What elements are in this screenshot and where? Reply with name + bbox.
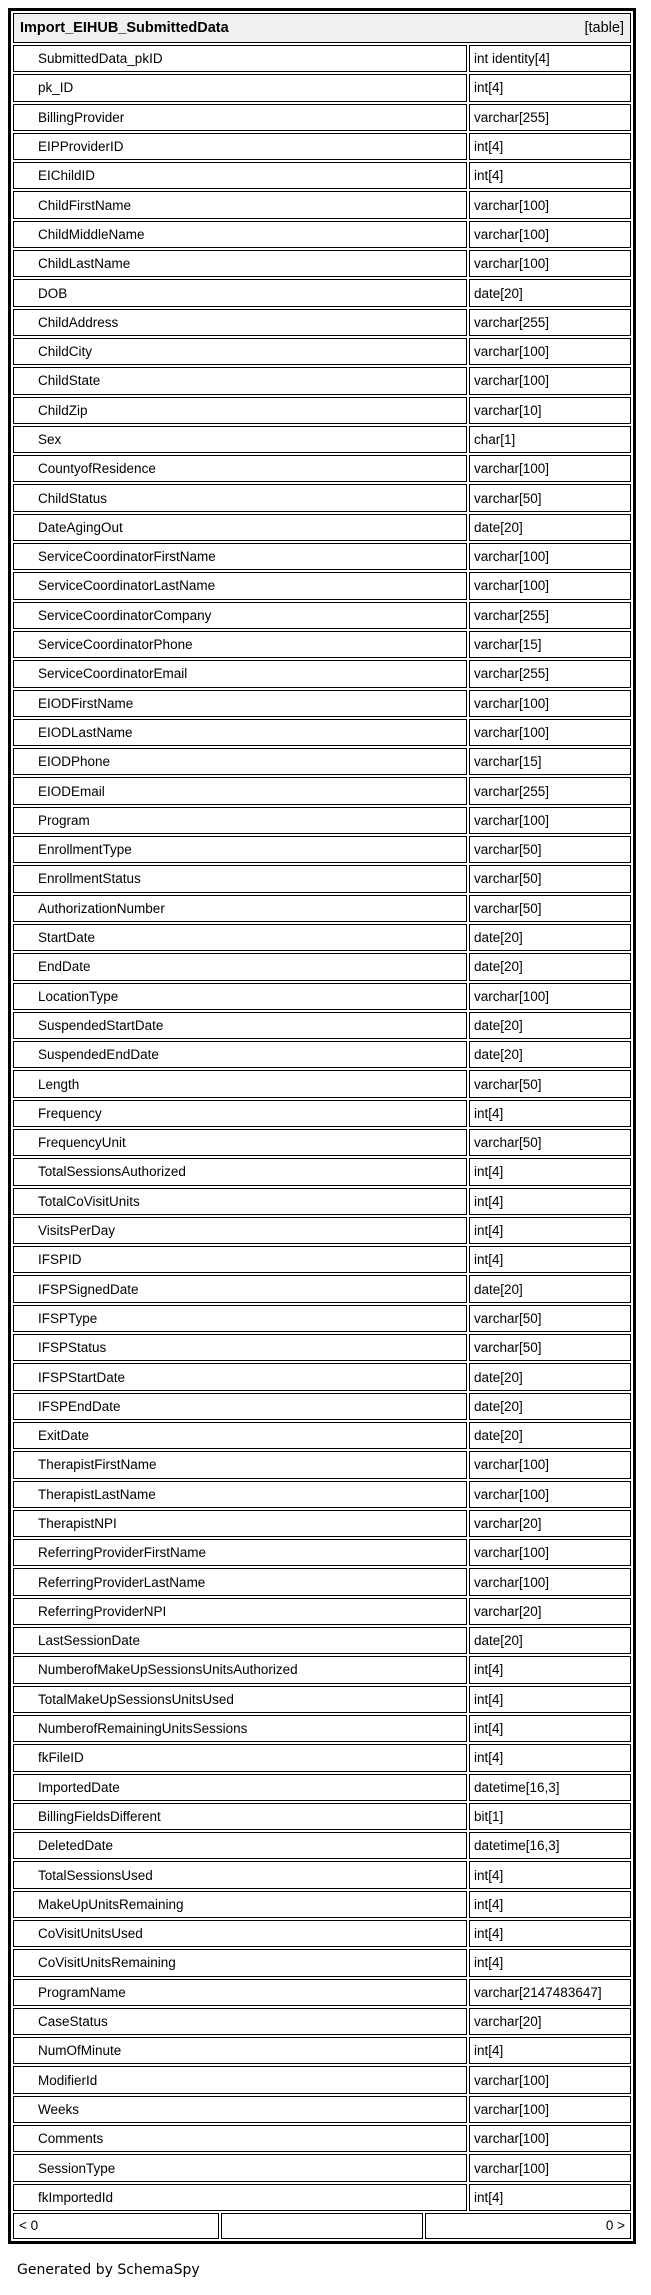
column-name: EIODLastName (13, 719, 467, 746)
column-name: SessionType (13, 2154, 467, 2181)
table-row (13, 895, 631, 922)
column-type: varchar[100] (469, 2154, 631, 2181)
column-name: TotalMakeUpSessionsUnitsUsed (13, 1686, 467, 1713)
table-type-badge: [table] (584, 20, 624, 36)
column-type: date[20] (469, 1041, 631, 1068)
column-name: ChildFirstName (13, 191, 467, 218)
column-name: ChildLastName (13, 250, 467, 277)
column-rows (13, 45, 631, 2211)
table-row (13, 631, 631, 658)
column-type: date[20] (469, 1627, 631, 1654)
table-row (13, 1627, 631, 1654)
column-name: ChildZip (13, 397, 467, 424)
table-row (13, 1275, 631, 1302)
table-row (13, 2154, 631, 2181)
column-name: ReferringProviderFirstName (13, 1539, 467, 1566)
column-type: varchar[15] (469, 748, 631, 775)
column-name: EIPProviderID (13, 133, 467, 160)
column-type: varchar[100] (469, 1539, 631, 1566)
column-name: Program (13, 807, 467, 834)
table-row (13, 924, 631, 951)
column-name: VisitsPerDay (13, 1217, 467, 1244)
column-type: varchar[100] (469, 250, 631, 277)
column-type: int[4] (469, 1686, 631, 1713)
column-type: varchar[100] (469, 1568, 631, 1595)
column-name: BillingProvider (13, 104, 467, 131)
column-name: LocationType (13, 983, 467, 1010)
column-name: TotalSessionsUsed (13, 1861, 467, 1888)
table-row (13, 1217, 631, 1244)
column-name: ServiceCoordinatorPhone (13, 631, 467, 658)
column-type: varchar[20] (469, 2008, 631, 2035)
table-row (13, 279, 631, 306)
column-name: Comments (13, 2125, 467, 2152)
column-name: ImportedDate (13, 1774, 467, 1801)
column-type: varchar[50] (469, 1129, 631, 1156)
column-name: IFSPEndDate (13, 1393, 467, 1420)
column-name: StartDate (13, 924, 467, 951)
table-row (13, 1481, 631, 1508)
column-type: varchar[255] (469, 602, 631, 629)
column-type: date[20] (469, 1012, 631, 1039)
column-name: DateAgingOut (13, 514, 467, 541)
column-type: varchar[100] (469, 455, 631, 482)
column-type: int[4] (469, 1188, 631, 1215)
table-row (13, 338, 631, 365)
column-type: char[1] (469, 426, 631, 453)
column-name: ReferringProviderLastName (13, 1568, 467, 1595)
table-row (13, 1305, 631, 1332)
column-name: ServiceCoordinatorLastName (13, 572, 467, 599)
column-name: pk_ID (13, 74, 467, 101)
table-row (13, 1041, 631, 1068)
table-row (13, 1832, 631, 1859)
column-type: int[4] (469, 1217, 631, 1244)
column-name: TotalCoVisitUnits (13, 1188, 467, 1215)
table-row (13, 104, 631, 131)
table-row (13, 1510, 631, 1537)
column-type: varchar[100] (469, 2125, 631, 2152)
column-type: int[4] (469, 1949, 631, 1976)
column-type: varchar[100] (469, 572, 631, 599)
column-name: EIODFirstName (13, 690, 467, 717)
column-type: date[20] (469, 279, 631, 306)
table-row (13, 514, 631, 541)
column-type: varchar[255] (469, 104, 631, 131)
column-name: Length (13, 1070, 467, 1097)
table-row (13, 660, 631, 687)
table-row (13, 543, 631, 570)
table-row (13, 2184, 631, 2211)
table-row (13, 1070, 631, 1097)
column-type: varchar[100] (469, 2066, 631, 2093)
column-type: varchar[20] (469, 1510, 631, 1537)
table-row (13, 1774, 631, 1801)
column-type: int[4] (469, 1246, 631, 1273)
column-type: int[4] (469, 1920, 631, 1947)
table-title: Import_EIHUB_SubmittedData (20, 20, 229, 36)
column-name: CountyofResidence (13, 455, 467, 482)
column-type: date[20] (469, 924, 631, 951)
column-type: date[20] (469, 1422, 631, 1449)
table-header[interactable] (13, 13, 631, 43)
table-row (13, 777, 631, 804)
table-row (13, 1598, 631, 1625)
column-type: varchar[100] (469, 1481, 631, 1508)
table-row (13, 1188, 631, 1215)
table-row (13, 807, 631, 834)
table-row (13, 1656, 631, 1683)
column-name: CoVisitUnitsRemaining (13, 1949, 467, 1976)
table-row (13, 1363, 631, 1390)
column-type: varchar[100] (469, 543, 631, 570)
column-type: varchar[10] (469, 397, 631, 424)
table-row (13, 1129, 631, 1156)
table-row (13, 1422, 631, 1449)
column-name: BillingFieldsDifferent (13, 1803, 467, 1830)
table-row (13, 1568, 631, 1595)
table-row (13, 2096, 631, 2123)
footer-spacer-cell (221, 2213, 422, 2239)
column-name: SuspendedEndDate (13, 1041, 467, 1068)
table-row (13, 836, 631, 863)
column-type: datetime[16,3] (469, 1832, 631, 1859)
column-name: AuthorizationNumber (13, 895, 467, 922)
column-name: Frequency (13, 1100, 467, 1127)
column-name: SuspendedStartDate (13, 1012, 467, 1039)
table-row (13, 1686, 631, 1713)
column-type: int[4] (469, 1158, 631, 1185)
column-name: DOB (13, 279, 467, 306)
child-relationships-count: 0 > (425, 2213, 631, 2239)
table-row (13, 2008, 631, 2035)
table-row (13, 1393, 631, 1420)
table-row (13, 191, 631, 218)
column-name: TherapistLastName (13, 1481, 467, 1508)
table-row (13, 1715, 631, 1742)
table-row (13, 1891, 631, 1918)
column-type: varchar[100] (469, 807, 631, 834)
column-type: varchar[100] (469, 719, 631, 746)
table-row (13, 2066, 631, 2093)
column-type: varchar[50] (469, 865, 631, 892)
column-type: int[4] (469, 1656, 631, 1683)
table-row (13, 367, 631, 394)
column-name: LastSessionDate (13, 1627, 467, 1654)
column-name: NumberofRemainingUnitsSessions (13, 1715, 467, 1742)
column-name: ChildMiddleName (13, 221, 467, 248)
column-type: varchar[100] (469, 221, 631, 248)
table-row (13, 1451, 631, 1478)
generated-by-caption: Generated by SchemaSpy (17, 2262, 200, 2278)
table-row (13, 1158, 631, 1185)
column-name: IFSPID (13, 1246, 467, 1273)
column-type: varchar[255] (469, 777, 631, 804)
table-row (13, 1979, 631, 2006)
table-row (13, 484, 631, 511)
column-type: varchar[50] (469, 836, 631, 863)
column-name: EndDate (13, 953, 467, 980)
table-row (13, 1334, 631, 1361)
table-row (13, 455, 631, 482)
column-type: int[4] (469, 2037, 631, 2064)
column-name: ReferringProviderNPI (13, 1598, 467, 1625)
table-row (13, 748, 631, 775)
column-type: varchar[100] (469, 2096, 631, 2123)
column-type: varchar[100] (469, 690, 631, 717)
column-name: Weeks (13, 2096, 467, 2123)
column-name: Sex (13, 426, 467, 453)
table-row (13, 1100, 631, 1127)
table-row (13, 1744, 631, 1771)
column-type: int[4] (469, 2184, 631, 2211)
table-row (13, 426, 631, 453)
column-type: date[20] (469, 1275, 631, 1302)
column-name: ChildCity (13, 338, 467, 365)
column-type: varchar[50] (469, 895, 631, 922)
column-type: varchar[100] (469, 983, 631, 1010)
column-name: ChildState (13, 367, 467, 394)
column-type: int[4] (469, 1715, 631, 1742)
column-name: DeletedDate (13, 1832, 467, 1859)
column-type: bit[1] (469, 1803, 631, 1830)
table-row (13, 250, 631, 277)
column-name: MakeUpUnitsRemaining (13, 1891, 467, 1918)
column-name: TherapistFirstName (13, 1451, 467, 1478)
parent-relationships-count: < 0 (13, 2213, 219, 2239)
table-row (13, 719, 631, 746)
column-name: EIODPhone (13, 748, 467, 775)
table-row (13, 133, 631, 160)
column-name: ChildStatus (13, 484, 467, 511)
table-row (13, 1861, 631, 1888)
column-type: varchar[100] (469, 367, 631, 394)
column-name: ChildAddress (13, 309, 467, 336)
column-name: fkImportedId (13, 2184, 467, 2211)
column-type: int[4] (469, 74, 631, 101)
column-type: date[20] (469, 1363, 631, 1390)
column-name: FrequencyUnit (13, 1129, 467, 1156)
column-name: SubmittedData_pkID (13, 45, 467, 72)
column-name: ExitDate (13, 1422, 467, 1449)
column-name: ProgramName (13, 1979, 467, 2006)
column-name: EIODEmail (13, 777, 467, 804)
table-row (13, 1539, 631, 1566)
column-name: ServiceCoordinatorEmail (13, 660, 467, 687)
table-node (8, 8, 636, 2244)
column-name: IFSPSignedDate (13, 1275, 467, 1302)
column-type: varchar[20] (469, 1598, 631, 1625)
column-type: int[4] (469, 1891, 631, 1918)
column-name: ServiceCoordinatorCompany (13, 602, 467, 629)
table-row (13, 221, 631, 248)
column-type: varchar[100] (469, 338, 631, 365)
column-name: NumOfMinute (13, 2037, 467, 2064)
table-row (13, 1803, 631, 1830)
table-row (13, 309, 631, 336)
column-name: ModifierId (13, 2066, 467, 2093)
column-name: CaseStatus (13, 2008, 467, 2035)
column-type: date[20] (469, 1393, 631, 1420)
table-row (13, 1920, 631, 1947)
column-type: int[4] (469, 162, 631, 189)
table-row (13, 2125, 631, 2152)
table-row (13, 1246, 631, 1273)
table-row (13, 1949, 631, 1976)
column-type: varchar[50] (469, 484, 631, 511)
table-row (13, 45, 631, 72)
column-name: NumberofMakeUpSessionsUnitsAuthorized (13, 1656, 467, 1683)
column-type: date[20] (469, 514, 631, 541)
column-type: varchar[15] (469, 631, 631, 658)
column-name: IFSPStatus (13, 1334, 467, 1361)
column-name: TherapistNPI (13, 1510, 467, 1537)
column-type: varchar[50] (469, 1305, 631, 1332)
column-type: varchar[50] (469, 1334, 631, 1361)
column-type: int identity[4] (469, 45, 631, 72)
column-type: varchar[100] (469, 1451, 631, 1478)
table-row (13, 983, 631, 1010)
column-name: EnrollmentType (13, 836, 467, 863)
column-type: int[4] (469, 1100, 631, 1127)
column-type: varchar[2147483647] (469, 1979, 631, 2006)
table-row (13, 74, 631, 101)
column-name: CoVisitUnitsUsed (13, 1920, 467, 1947)
table-row (13, 1012, 631, 1039)
column-type: varchar[100] (469, 191, 631, 218)
column-name: EnrollmentStatus (13, 865, 467, 892)
table-row (13, 690, 631, 717)
table-row (13, 865, 631, 892)
table-row (13, 397, 631, 424)
table-row (13, 162, 631, 189)
column-name: IFSPStartDate (13, 1363, 467, 1390)
column-type: datetime[16,3] (469, 1774, 631, 1801)
column-name: fkFileID (13, 1744, 467, 1771)
table-row (13, 602, 631, 629)
table-row (13, 572, 631, 599)
column-type: varchar[50] (469, 1070, 631, 1097)
column-name: ServiceCoordinatorFirstName (13, 543, 467, 570)
table-row (13, 2037, 631, 2064)
column-type: int[4] (469, 133, 631, 160)
column-type: int[4] (469, 1744, 631, 1771)
column-name: EIChildID (13, 162, 467, 189)
column-name: TotalSessionsAuthorized (13, 1158, 467, 1185)
column-type: varchar[255] (469, 309, 631, 336)
column-type: int[4] (469, 1861, 631, 1888)
table-row (13, 953, 631, 980)
column-type: date[20] (469, 953, 631, 980)
relationship-footer (13, 2213, 631, 2239)
column-name: IFSPType (13, 1305, 467, 1332)
column-type: varchar[255] (469, 660, 631, 687)
